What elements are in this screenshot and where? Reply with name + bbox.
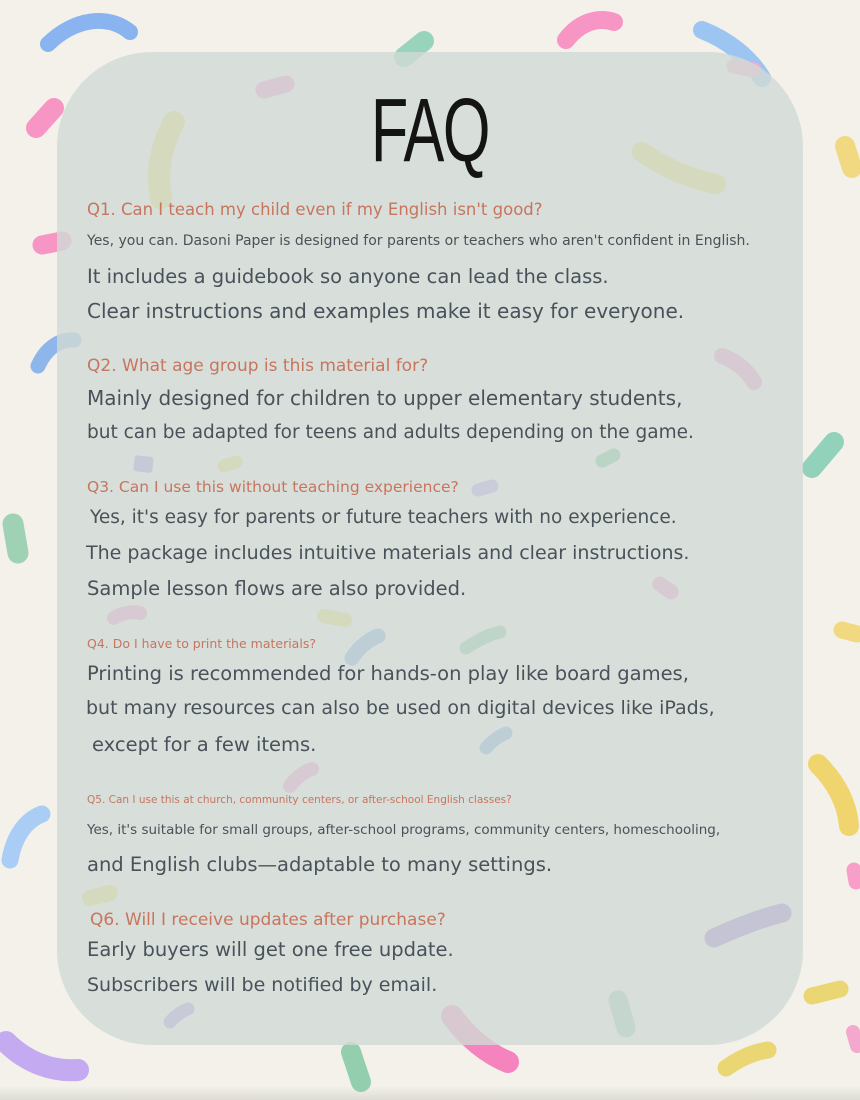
faq-q5-question: Q5. Can I use this at church, community centers, or after-school English classes?	[87, 794, 512, 806]
faq-q3-answer-line-3: Sample lesson flows are also provided.	[87, 577, 467, 600]
faq-q4-answer-line-3: except for a few items.	[92, 733, 317, 756]
page-title: FAQ	[370, 81, 490, 181]
faq-q6-question: Q6. Will I receive updates after purchase?	[90, 910, 446, 930]
faq-q4-question: Q4. Do I have to print the materials?	[87, 636, 316, 651]
faq-q3-answer-line-2: The package includes intuitive materials and clear instructions.	[86, 542, 690, 564]
faq-q4-answer-line-1: Printing is recommended for hands-on play like board games,	[87, 662, 689, 685]
faq-q1-question: Q1. Can I teach my child even if my English isn't good?	[87, 200, 543, 219]
faq-q2-question: Q2. What age group is this material for?	[87, 356, 429, 376]
faq-q1-answer-line-3: Clear instructions and examples make it easy for everyone.	[87, 299, 685, 323]
faq-q5-answer-line-1: Yes, it's suitable for small groups, after-school programs, community centers, homeschooling,	[87, 822, 721, 838]
faq-q6-answer-line-1: Early buyers will get one free update.	[87, 938, 454, 961]
faq-q3-answer-line-1: Yes, it's easy for parents or future teachers with no experience.	[90, 507, 677, 528]
faq-q2-answer-line-1: Mainly designed for children to upper elementary students,	[87, 386, 683, 410]
faq-q1-answer-line-2: It includes a guidebook so anyone can lead the class.	[87, 265, 609, 288]
faq-q4-answer-line-2: but many resources can also be used on digital devices like iPads,	[86, 697, 715, 719]
faq-q1-answer-line-1: Yes, you can. Dasoni Paper is designed for parents or teachers who aren't confident in English.	[87, 233, 750, 249]
faq-q5-answer-line-2: and English clubs—adaptable to many settings.	[87, 853, 553, 876]
faq-q3-question: Q3. Can I use this without teaching experience?	[87, 478, 459, 496]
faq-q6-answer-line-2: Subscribers will be notified by email.	[87, 974, 438, 996]
faq-q2-answer-line-2: but can be adapted for teens and adults depending on the game.	[87, 422, 694, 443]
